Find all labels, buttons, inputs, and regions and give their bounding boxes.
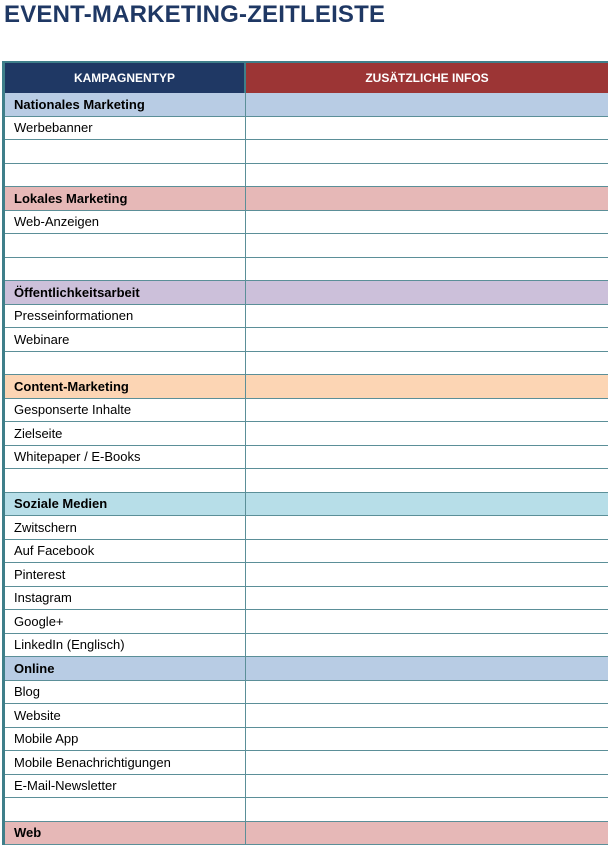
category-row: [5, 187, 608, 211]
category-row: [5, 281, 608, 305]
table-row: [5, 610, 608, 634]
additional-info-cell[interactable]: [245, 93, 608, 116]
additional-info-cell[interactable]: [245, 234, 608, 258]
table-row: [5, 116, 608, 140]
campaign-type-cell[interactable]: Presseinformationen: [5, 304, 245, 328]
additional-info-cell[interactable]: [245, 351, 608, 375]
campaign-type-cell[interactable]: [5, 257, 245, 281]
additional-info-cell[interactable]: [245, 140, 608, 164]
table-row: [5, 563, 608, 587]
campaign-type-cell[interactable]: Mobile Benachrichtigungen: [5, 751, 245, 775]
table-row: [5, 328, 608, 352]
category-row: [5, 821, 608, 845]
category-row: [5, 657, 608, 681]
additional-info-cell[interactable]: [245, 704, 608, 728]
category-label-cell[interactable]: Öffentlichkeitsarbeit: [5, 281, 245, 305]
additional-info-cell[interactable]: [245, 492, 608, 516]
additional-info-cell[interactable]: [245, 469, 608, 493]
additional-info-cell[interactable]: [245, 633, 608, 657]
campaign-type-cell[interactable]: E-Mail-Newsletter: [5, 774, 245, 798]
additional-info-cell[interactable]: [245, 821, 608, 845]
additional-info-cell[interactable]: [245, 398, 608, 422]
timeline-table: [5, 61, 608, 845]
table-row: [5, 751, 608, 775]
additional-info-cell[interactable]: [245, 798, 608, 822]
campaign-type-cell[interactable]: [5, 140, 245, 164]
campaign-type-cell[interactable]: [5, 163, 245, 187]
campaign-type-cell[interactable]: Zielseite: [5, 422, 245, 446]
additional-info-cell[interactable]: [245, 563, 608, 587]
table-body: [5, 93, 608, 845]
category-label-cell[interactable]: Nationales Marketing: [5, 93, 245, 116]
category-label-cell[interactable]: Content-Marketing: [5, 375, 245, 399]
campaign-type-cell[interactable]: Google+: [5, 610, 245, 634]
additional-info-cell[interactable]: [245, 281, 608, 305]
campaign-type-cell[interactable]: Gesponserte Inhalte: [5, 398, 245, 422]
additional-info-cell[interactable]: [245, 610, 608, 634]
table-row: [5, 774, 608, 798]
category-row: [5, 93, 608, 116]
additional-info-cell[interactable]: [245, 586, 608, 610]
campaign-type-cell[interactable]: Web-Anzeigen: [5, 210, 245, 234]
additional-info-cell[interactable]: [245, 257, 608, 281]
table-row: [5, 140, 608, 164]
table-row: [5, 798, 608, 822]
additional-info-cell[interactable]: [245, 328, 608, 352]
table-header-row: [5, 62, 608, 93]
campaign-type-cell[interactable]: [5, 469, 245, 493]
table-row: [5, 469, 608, 493]
additional-info-cell[interactable]: [245, 422, 608, 446]
campaign-type-cell[interactable]: [5, 798, 245, 822]
table-row: [5, 257, 608, 281]
table-row: [5, 445, 608, 469]
table-row: [5, 727, 608, 751]
campaign-type-cell[interactable]: Whitepaper / E-Books: [5, 445, 245, 469]
campaign-type-cell[interactable]: [5, 351, 245, 375]
table-row: [5, 422, 608, 446]
table-row: [5, 234, 608, 258]
table-row: [5, 304, 608, 328]
campaign-type-cell[interactable]: Blog: [5, 680, 245, 704]
table-row: [5, 586, 608, 610]
table-row: [5, 398, 608, 422]
additional-info-cell[interactable]: [245, 304, 608, 328]
additional-info-cell[interactable]: [245, 210, 608, 234]
category-label-cell[interactable]: Web: [5, 821, 245, 845]
table-row: [5, 704, 608, 728]
campaign-type-cell[interactable]: LinkedIn (Englisch): [5, 633, 245, 657]
campaign-type-cell[interactable]: Pinterest: [5, 563, 245, 587]
campaign-type-cell[interactable]: Website: [5, 704, 245, 728]
additional-info-cell[interactable]: [245, 163, 608, 187]
category-row: [5, 492, 608, 516]
additional-info-cell[interactable]: [245, 375, 608, 399]
campaign-type-cell[interactable]: Zwitschern: [5, 516, 245, 540]
additional-info-cell[interactable]: [245, 751, 608, 775]
additional-info-cell[interactable]: [245, 116, 608, 140]
table-row: [5, 516, 608, 540]
additional-info-cell[interactable]: [245, 680, 608, 704]
campaign-type-cell[interactable]: Webinare: [5, 328, 245, 352]
additional-info-cell[interactable]: [245, 774, 608, 798]
additional-info-cell[interactable]: [245, 727, 608, 751]
category-label-cell[interactable]: Soziale Medien: [5, 492, 245, 516]
category-label-cell[interactable]: Online: [5, 657, 245, 681]
additional-info-cell[interactable]: [245, 657, 608, 681]
campaign-type-cell[interactable]: Instagram: [5, 586, 245, 610]
additional-info-cell[interactable]: [245, 539, 608, 563]
table-row: [5, 539, 608, 563]
table-row: [5, 351, 608, 375]
table-row: [5, 680, 608, 704]
column-header-campaign-type: KAMPAGNENTYP: [5, 62, 245, 93]
table-row: [5, 633, 608, 657]
campaign-type-cell[interactable]: Werbebanner: [5, 116, 245, 140]
category-label-cell[interactable]: Lokales Marketing: [5, 187, 245, 211]
table-row: [5, 210, 608, 234]
campaign-type-cell[interactable]: [5, 234, 245, 258]
additional-info-cell[interactable]: [245, 445, 608, 469]
additional-info-cell[interactable]: [245, 516, 608, 540]
timeline-table-container: [2, 61, 608, 845]
category-row: [5, 375, 608, 399]
additional-info-cell[interactable]: [245, 187, 608, 211]
column-header-additional-info: ZUSÄTZLICHE INFOS: [245, 62, 608, 93]
campaign-type-cell[interactable]: Auf Facebook: [5, 539, 245, 563]
page-title: EVENT-MARKETING-ZEITLEISTE: [4, 1, 386, 28]
campaign-type-cell[interactable]: Mobile App: [5, 727, 245, 751]
table-row: [5, 163, 608, 187]
